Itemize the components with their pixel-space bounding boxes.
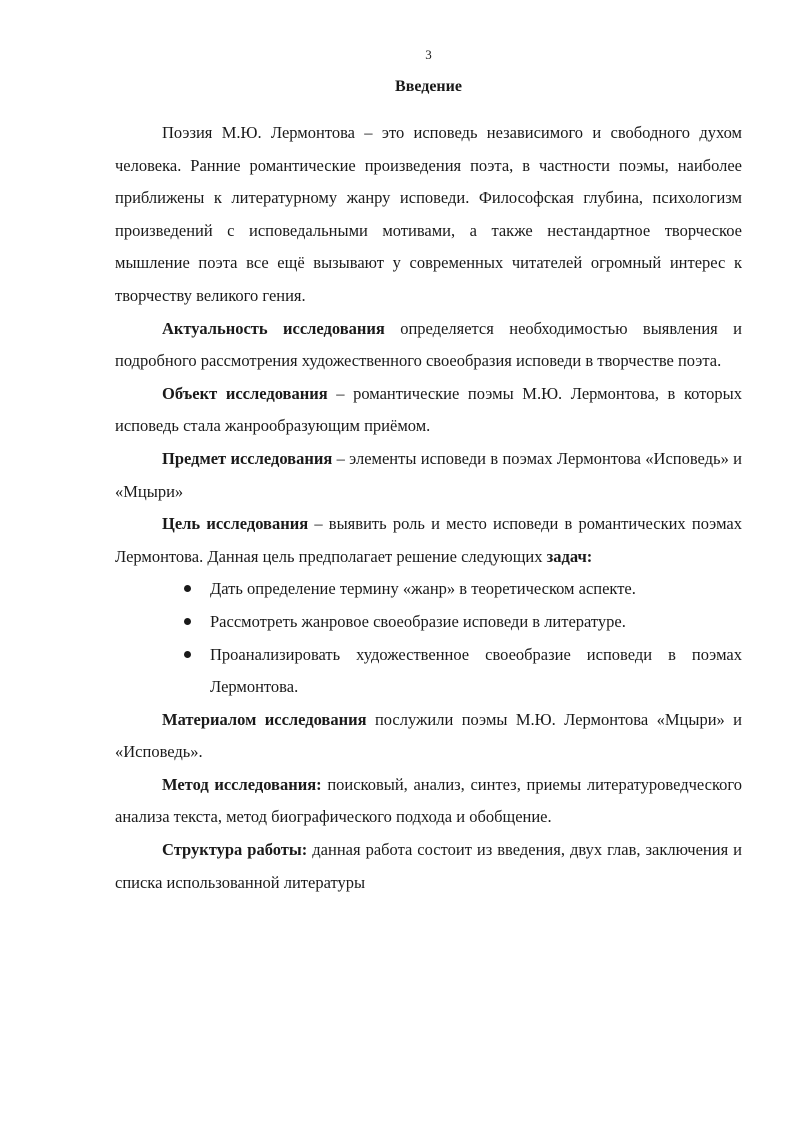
method-text: поисковый, анализ, синтез, приемы литературоведческого анализа текста, метод биографического подхода и обобщение. bbox=[115, 774, 742, 827]
object-paragraph bbox=[115, 378, 742, 443]
task-text: Проанализировать художественное своеобразие исповеди в поэмах Лермонтова. bbox=[210, 644, 742, 697]
bullet-icon bbox=[184, 618, 191, 625]
list-item bbox=[210, 573, 742, 606]
object-label: Объект исследования bbox=[162, 383, 328, 403]
goal-label: Цель исследования bbox=[162, 514, 309, 534]
material-label: Материалом исследования bbox=[162, 709, 367, 729]
subject-label: Предмет исследования bbox=[162, 448, 333, 468]
bullet-icon bbox=[184, 651, 191, 658]
document-body bbox=[115, 117, 742, 899]
task-text: Рассмотреть жанровое своеобразие исповеди в литературе. bbox=[210, 611, 626, 631]
list-item bbox=[210, 606, 742, 639]
bullet-icon bbox=[184, 585, 191, 592]
structure-paragraph bbox=[115, 834, 742, 899]
relevance-paragraph bbox=[115, 313, 742, 378]
relevance-label: Актуальность исследования bbox=[162, 318, 385, 338]
page-number: 3 bbox=[425, 47, 432, 62]
section-heading: Введение bbox=[395, 78, 462, 95]
goal-paragraph bbox=[115, 508, 742, 573]
subject-paragraph bbox=[115, 443, 742, 508]
structure-text: данная работа состоит из введения, двух глав, заключения и списка использованной литературы bbox=[115, 840, 742, 892]
material-paragraph bbox=[115, 704, 742, 769]
object-text: – романтические поэмы М.Ю. Лермонтова, в которых исповедь стала жанрообразующим приёмом. bbox=[115, 383, 742, 436]
tasks-list bbox=[115, 573, 742, 703]
goal-text: – выявить роль и место исповеди в романтических поэмах Лермонтова. Данная цель предполагает решение следующих bbox=[115, 514, 742, 566]
task-text: Дать определение термину «жанр» в теоретическом аспекте. bbox=[210, 579, 636, 599]
subject-text: – элементы исповеди в поэмах Лермонтова «Исповедь» и «Мцыри» bbox=[115, 448, 742, 501]
material-text: послужили поэмы М.Ю. Лермонтова «Мцыри» и «Исповедь». bbox=[115, 709, 743, 762]
structure-label: Структура работы: bbox=[162, 840, 308, 860]
list-item bbox=[210, 639, 742, 704]
intro-paragraph: Поэзия М.Ю. Лермонтова – это исповедь независимого и свободного духом человека. Ранние романтические произведения поэта, в частности поэмы, наиболее приближены к литературному жанру исповеди. Философская глубина, психологизм произведений с исповедальными мотивами, а также нестандартное творческое мышление поэта все ещё вызывают у современных читателей огромный интерес к творчеству великого гения. bbox=[115, 123, 742, 305]
tasks-label: задач: bbox=[546, 546, 593, 566]
relevance-text: определяется необходимостью выявления и подробного рассмотрения художественного своеобразия исповеди в творчестве поэта. bbox=[115, 318, 742, 371]
method-label: Метод исследования: bbox=[162, 774, 322, 794]
method-paragraph bbox=[115, 769, 742, 834]
